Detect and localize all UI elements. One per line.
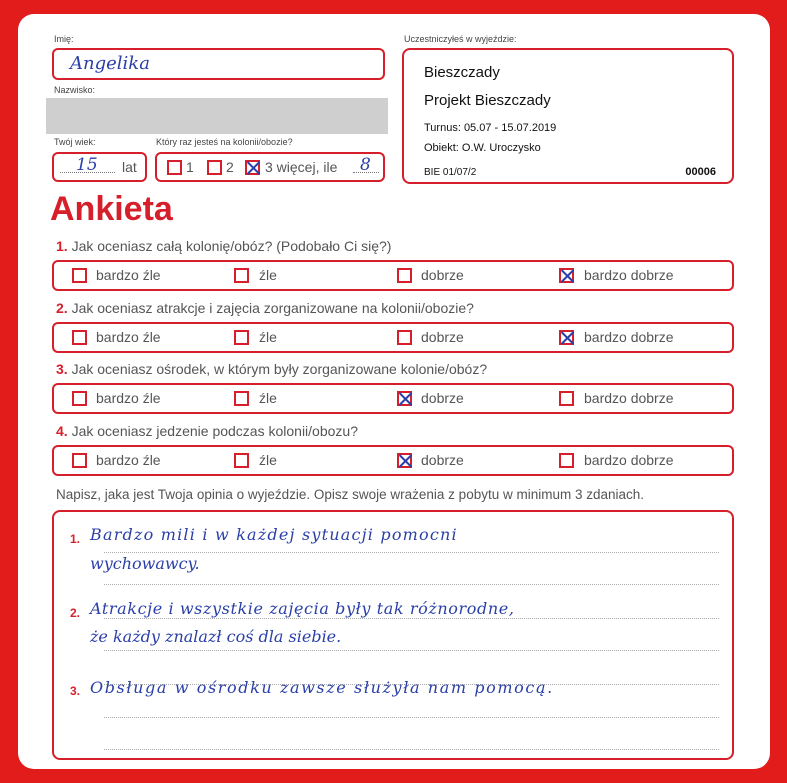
q3-checkbox-good[interactable] <box>397 391 412 406</box>
q3-opt-very-bad: bardzo źle <box>96 390 161 406</box>
opinion-3-line-1: Obsługa w ośrodku zawsze służyła nam pomocą. <box>90 678 554 697</box>
writing-line <box>104 584 719 585</box>
which-time-opt2: 2 <box>226 159 234 175</box>
trip-info-box <box>402 48 734 184</box>
trip-label: Uczestniczyłeś w wyjeździe: <box>404 34 517 44</box>
opinion-2-number: 2. <box>70 606 81 620</box>
trip-turnus: Turnus: 05.07 - 15.07.2019 <box>424 122 557 134</box>
age-label: Twój wiek: <box>54 137 96 147</box>
trip-object: Obiekt: O.W. Uroczysko <box>424 142 541 154</box>
q1-checkbox-very-bad[interactable] <box>72 268 87 283</box>
q4-opt-very-good: bardzo dobrze <box>584 452 674 468</box>
question-3 <box>56 361 487 377</box>
q3-checkbox-very-bad[interactable] <box>72 391 87 406</box>
q1-checkbox-very-good[interactable] <box>559 268 574 283</box>
writing-line <box>104 552 719 553</box>
surname-redacted <box>46 98 388 134</box>
question-4-text: Jak oceniasz jedzenie podczas kolonii/obozu? <box>71 423 358 439</box>
opinion-1-number: 1. <box>70 532 81 546</box>
question-2-text: Jak oceniasz atrakcje i zajęcia zorganizowane na kolonii/obozie? <box>71 300 474 316</box>
question-4-answers <box>52 445 734 476</box>
writing-line <box>104 749 719 750</box>
age-unit: lat <box>122 159 137 175</box>
surname-label: Nazwisko: <box>54 85 96 95</box>
trip-project: Projekt Bieszczady <box>424 92 551 109</box>
q2-checkbox-very-bad[interactable] <box>72 330 87 345</box>
q3-checkbox-bad[interactable] <box>234 391 249 406</box>
opinion-1-line-1: Bardzo mili i w każdej sytuacji pomocni <box>90 525 458 544</box>
q4-opt-bad: źle <box>259 452 277 468</box>
first-name-label: Imię: <box>54 34 74 44</box>
q3-opt-very-good: bardzo dobrze <box>584 390 674 406</box>
q3-checkbox-very-good[interactable] <box>559 391 574 406</box>
opinion-2-line-1: Atrakcje i wszystkie zajęcia były tak różnorodne, <box>90 599 515 618</box>
q4-opt-good: dobrze <box>421 452 464 468</box>
which-time-field <box>155 152 385 182</box>
first-name-value: Angelika <box>70 53 150 74</box>
which-time-label: Który raz jesteś na kolonii/obozie? <box>156 137 293 147</box>
q4-checkbox-good[interactable] <box>397 453 412 468</box>
q4-checkbox-bad[interactable] <box>234 453 249 468</box>
q4-opt-very-bad: bardzo źle <box>96 452 161 468</box>
writing-line <box>104 717 719 718</box>
page-title: Ankieta <box>50 190 173 228</box>
opinion-prompt: Napisz, jaka jest Twoja opinia o wyjeździe. Opisz swoje wrażenia z pobytu w minimum 3 zdaniach. <box>56 487 645 502</box>
trip-name: Bieszczady <box>424 64 500 81</box>
age-field[interactable] <box>52 152 147 182</box>
q1-checkbox-good[interactable] <box>397 268 412 283</box>
q2-opt-good: dobrze <box>421 329 464 345</box>
q1-opt-good: dobrze <box>421 267 464 283</box>
question-1-answers <box>52 260 734 291</box>
q4-checkbox-very-good[interactable] <box>559 453 574 468</box>
question-3-number: 3. <box>56 361 68 377</box>
which-time-opt3: 3 więcej, ile <box>265 159 338 175</box>
which-time-checkbox-1[interactable] <box>167 160 182 175</box>
question-3-text: Jak oceniasz ośrodek, w którym były zorganizowane kolonie/obóz? <box>71 361 488 377</box>
q1-checkbox-bad[interactable] <box>234 268 249 283</box>
q2-checkbox-bad[interactable] <box>234 330 249 345</box>
question-3-answers <box>52 383 734 414</box>
writing-line <box>104 650 719 651</box>
form-number: 00006 <box>685 166 716 178</box>
question-1-text: Jak oceniasz całą kolonię/obóz? (Podobało Ci się?) <box>71 238 392 254</box>
question-2-number: 2. <box>56 300 68 316</box>
q4-checkbox-very-bad[interactable] <box>72 453 87 468</box>
q3-opt-bad: źle <box>259 390 277 406</box>
which-time-count: 8 <box>360 155 371 175</box>
opinion-2-line-2: że każdy znalazł coś dla siebie. <box>90 627 342 646</box>
which-time-checkbox-2[interactable] <box>207 160 222 175</box>
q2-opt-very-good: bardzo dobrze <box>584 329 674 345</box>
question-1-number: 1. <box>56 238 68 254</box>
question-1 <box>56 238 391 254</box>
which-time-opt1: 1 <box>186 159 194 175</box>
q2-checkbox-good[interactable] <box>397 330 412 345</box>
q1-opt-very-bad: bardzo źle <box>96 267 161 283</box>
survey-sheet <box>18 14 770 769</box>
opinion-box[interactable] <box>52 510 734 760</box>
trip-code: BIE 01/07/2 <box>424 167 477 178</box>
q2-opt-very-bad: bardzo źle <box>96 329 161 345</box>
which-time-checkbox-3[interactable] <box>245 160 260 175</box>
opinion-1-line-2: wychowawcy. <box>90 554 200 573</box>
question-2-answers <box>52 322 734 353</box>
writing-line <box>104 618 719 619</box>
q2-opt-bad: źle <box>259 329 277 345</box>
q1-opt-bad: źle <box>259 267 277 283</box>
q1-opt-very-good: bardzo dobrze <box>584 267 674 283</box>
question-4 <box>56 423 358 439</box>
question-4-number: 4. <box>56 423 68 439</box>
age-value: 15 <box>76 155 98 175</box>
opinion-3-number: 3. <box>70 684 81 698</box>
q3-opt-good: dobrze <box>421 390 464 406</box>
first-name-field[interactable] <box>52 48 385 80</box>
q2-checkbox-very-good[interactable] <box>559 330 574 345</box>
question-2 <box>56 300 474 316</box>
